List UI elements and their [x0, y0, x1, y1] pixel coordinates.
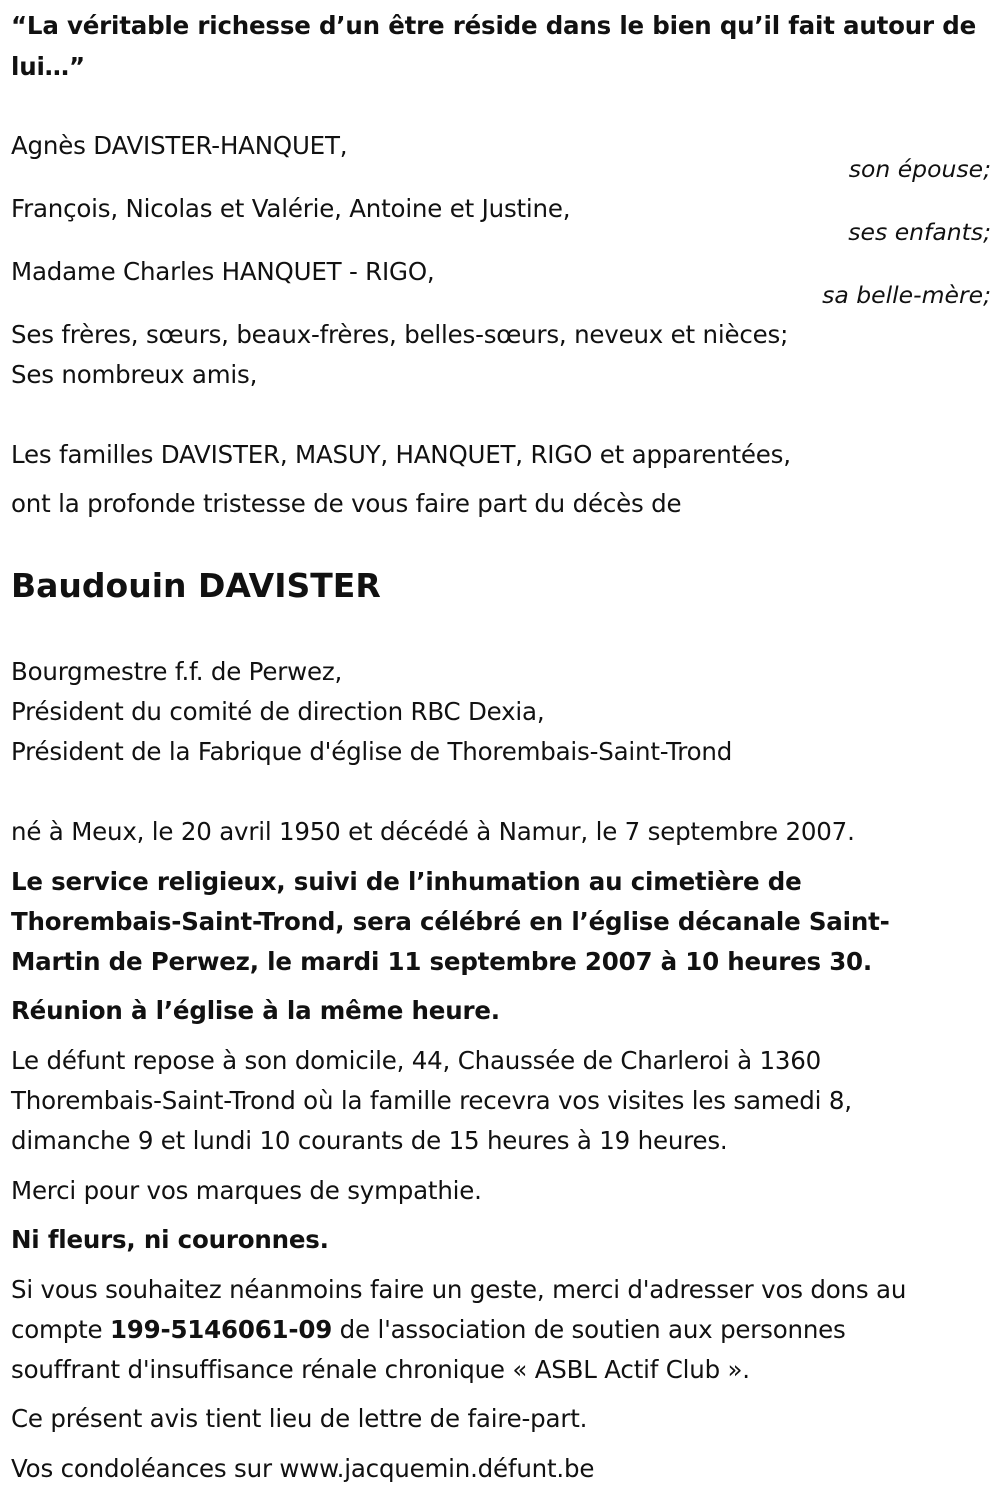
- families-line: Les familles DAVISTER, MASUY, HANQUET, RIGO et apparentées,: [11, 440, 791, 469]
- condolences-line: Vos condoléances sur www.jacquemin.défunt.be: [11, 1454, 595, 1483]
- service-line-1: Le service religieux, suivi de l’inhumation au cimetière de: [11, 867, 802, 896]
- donation-line-2: [11, 1310, 846, 1350]
- spouse-relation: son épouse;: [848, 155, 991, 183]
- donation-account-number: 199-5146061-09: [109, 1315, 333, 1344]
- deceased-name: Baudouin DAVISTER: [11, 566, 381, 605]
- quote-line-1: “La véritable richesse d’un être réside dans le bien qu’il fait autour de: [11, 11, 976, 40]
- service-line-2: Thorembais-Saint-Trond, sera célébré en l’église décanale Saint-: [11, 907, 890, 936]
- mother-in-law-relation: sa belle-mère;: [822, 281, 991, 309]
- spouse-name: Agnès DAVISTER-HANQUET,: [11, 131, 348, 160]
- thanks-line: Merci pour vos marques de sympathie.: [11, 1176, 482, 1205]
- title-line-1: Bourgmestre f.f. de Perwez,: [11, 657, 343, 686]
- children-relation: ses enfants;: [848, 218, 991, 246]
- donation-line-1: Si vous souhaitez néanmoins faire un geste, merci d'adresser vos dons au: [11, 1275, 907, 1304]
- title-line-2: Président du comité de direction RBC Dexia,: [11, 697, 545, 726]
- mother-in-law-name: Madame Charles HANQUET - RIGO,: [11, 257, 435, 286]
- announcement-line: ont la profonde tristesse de vous faire part du décès de: [11, 489, 682, 518]
- donation-prefix: compte: [11, 1315, 110, 1344]
- visitation-line-1: Le défunt repose à son domicile, 44, Chaussée de Charleroi à 1360: [11, 1046, 822, 1075]
- meeting-line: Réunion à l’église à la même heure.: [11, 996, 500, 1025]
- relatives-line: Ses frères, sœurs, beaux-frères, belles-sœurs, neveux et nièces;: [11, 320, 789, 349]
- title-line-3: Président de la Fabrique d'église de Thorembais-Saint-Trond: [11, 737, 733, 766]
- birth-death-line: né à Meux, le 20 avril 1950 et décédé à Namur, le 7 septembre 2007.: [11, 817, 855, 846]
- no-flowers-line: Ni fleurs, ni couronnes.: [11, 1225, 329, 1254]
- visitation-line-3: dimanche 9 et lundi 10 courants de 15 heures à 19 heures.: [11, 1126, 728, 1155]
- service-line-3: Martin de Perwez, le mardi 11 septembre 2007 à 10 heures 30.: [11, 947, 873, 976]
- donation-suffix: de l'association de soutien aux personnes: [332, 1315, 846, 1344]
- quote-line-2: lui…”: [11, 52, 85, 81]
- notice-line: Ce présent avis tient lieu de lettre de faire-part.: [11, 1404, 588, 1433]
- visitation-line-2: Thorembais-Saint-Trond où la famille recevra vos visites les samedi 8,: [11, 1086, 852, 1115]
- children-names: François, Nicolas et Valérie, Antoine et Justine,: [11, 194, 571, 223]
- friends-line: Ses nombreux amis,: [11, 360, 258, 389]
- donation-line-3: souffrant d'insuffisance rénale chronique « ASBL Actif Club ».: [11, 1355, 750, 1384]
